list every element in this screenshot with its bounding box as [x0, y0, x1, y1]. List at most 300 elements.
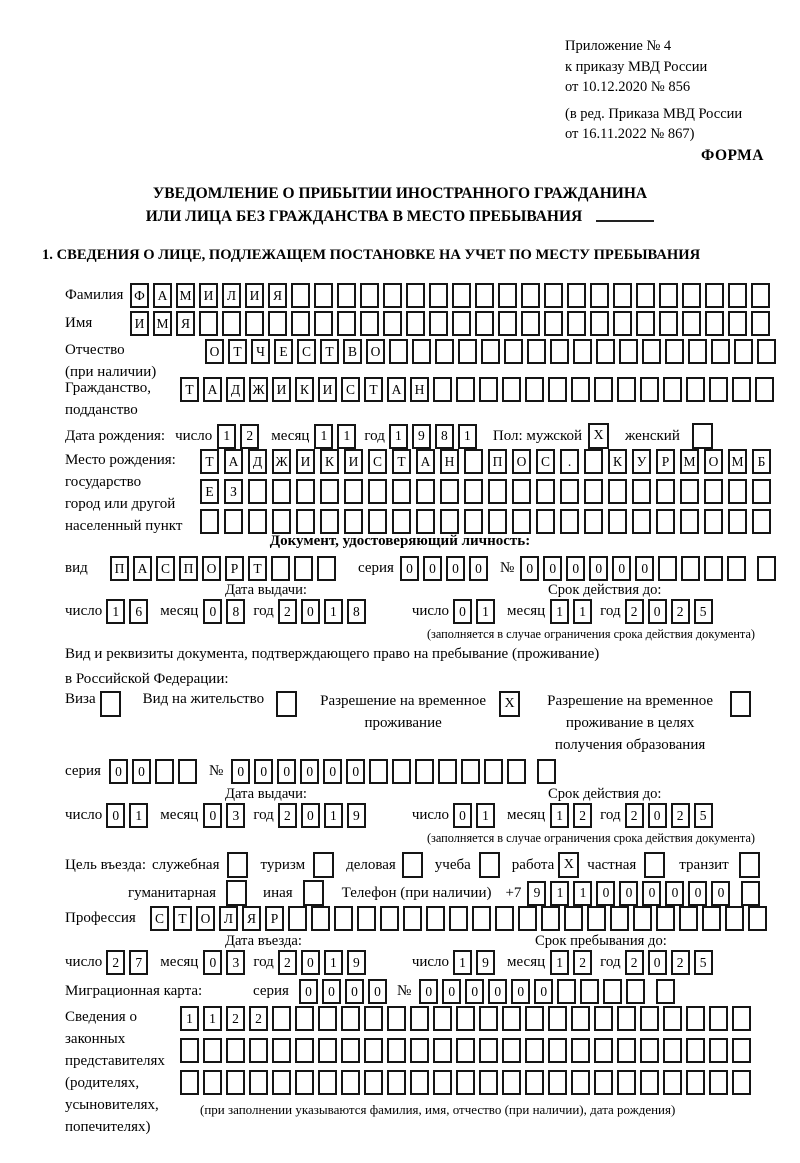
residence-issue-year-cells[interactable]	[278, 803, 370, 828]
char-cell[interactable]: 1	[550, 950, 569, 975]
char-cell[interactable]	[416, 509, 435, 534]
char-cell[interactable]: 9	[412, 424, 431, 449]
char-cell[interactable]	[249, 1038, 268, 1063]
char-cell[interactable]: 7	[129, 950, 148, 975]
char-cell[interactable]	[461, 759, 480, 784]
char-cell[interactable]	[360, 311, 379, 336]
char-cell[interactable]: С	[536, 449, 555, 474]
char-cell[interactable]: С	[150, 906, 169, 931]
char-cell[interactable]	[415, 759, 434, 784]
char-cell[interactable]: М	[153, 311, 172, 336]
char-cell[interactable]: 1	[573, 881, 592, 906]
char-cell[interactable]	[682, 311, 701, 336]
char-cell[interactable]	[318, 1070, 337, 1095]
char-cell[interactable]	[536, 479, 555, 504]
char-cell[interactable]	[752, 509, 771, 534]
char-cell[interactable]: 0	[534, 979, 553, 1004]
char-cell[interactable]	[567, 283, 586, 308]
char-cell[interactable]: Т	[392, 449, 411, 474]
char-cell[interactable]	[548, 1006, 567, 1031]
char-cell[interactable]: 9	[347, 803, 366, 828]
char-cell[interactable]	[608, 509, 627, 534]
edu-permit-checkbox[interactable]	[730, 691, 751, 717]
char-cell[interactable]	[406, 311, 425, 336]
char-cell[interactable]: 1	[458, 424, 477, 449]
char-cell[interactable]: М	[176, 283, 195, 308]
char-cell[interactable]: 2	[249, 1006, 268, 1031]
char-cell[interactable]	[732, 377, 751, 402]
char-cell[interactable]: Я	[268, 283, 287, 308]
char-cell[interactable]	[752, 479, 771, 504]
char-cell[interactable]	[314, 311, 333, 336]
char-cell[interactable]: X	[558, 852, 579, 878]
char-cell[interactable]	[433, 1006, 452, 1031]
char-cell[interactable]	[155, 759, 174, 784]
char-cell[interactable]	[249, 1070, 268, 1095]
patronymic-cells[interactable]	[205, 339, 780, 364]
char-cell[interactable]: 1	[129, 803, 148, 828]
char-cell[interactable]	[481, 339, 500, 364]
residence-valid-month-cells[interactable]	[550, 803, 596, 828]
char-cell[interactable]: 6	[129, 599, 148, 624]
char-cell[interactable]	[449, 906, 468, 931]
char-cell[interactable]: 2	[625, 950, 644, 975]
residence-issue-day-cells[interactable]	[106, 803, 152, 828]
char-cell[interactable]	[537, 759, 556, 784]
char-cell[interactable]	[334, 906, 353, 931]
migration-series-cells[interactable]	[299, 979, 391, 1004]
char-cell[interactable]	[272, 479, 291, 504]
char-cell[interactable]: Р	[225, 556, 244, 581]
char-cell[interactable]	[364, 1038, 383, 1063]
char-cell[interactable]	[271, 556, 290, 581]
char-cell[interactable]	[544, 283, 563, 308]
char-cell[interactable]	[295, 1038, 314, 1063]
char-cell[interactable]	[709, 377, 728, 402]
char-cell[interactable]	[320, 479, 339, 504]
entry-month-cells[interactable]	[203, 950, 249, 975]
char-cell[interactable]	[502, 377, 521, 402]
char-cell[interactable]: .	[560, 449, 579, 474]
char-cell[interactable]: 1	[573, 599, 592, 624]
identity-valid-year-cells[interactable]	[625, 599, 717, 624]
char-cell[interactable]	[295, 1006, 314, 1031]
char-cell[interactable]	[248, 479, 267, 504]
char-cell[interactable]	[498, 283, 517, 308]
char-cell[interactable]	[364, 1070, 383, 1095]
char-cell[interactable]	[456, 1006, 475, 1031]
identity-valid-month-cells[interactable]	[550, 599, 596, 624]
char-cell[interactable]: О	[512, 449, 531, 474]
birth-year-cells[interactable]	[389, 424, 481, 449]
char-cell[interactable]	[488, 509, 507, 534]
citizenship-cells[interactable]	[180, 377, 778, 402]
char-cell[interactable]: 5	[694, 599, 713, 624]
char-cell[interactable]	[632, 509, 651, 534]
stay-day-cells[interactable]	[453, 950, 499, 975]
char-cell[interactable]	[571, 377, 590, 402]
char-cell[interactable]	[702, 906, 721, 931]
char-cell[interactable]: 2	[671, 599, 690, 624]
char-cell[interactable]	[296, 479, 315, 504]
char-cell[interactable]: О	[205, 339, 224, 364]
char-cell[interactable]	[344, 509, 363, 534]
char-cell[interactable]: К	[295, 377, 314, 402]
char-cell[interactable]	[727, 556, 746, 581]
char-cell[interactable]: 2	[671, 803, 690, 828]
temp-permit-checkbox[interactable]	[499, 691, 520, 717]
char-cell[interactable]	[709, 1006, 728, 1031]
char-cell[interactable]: Б	[752, 449, 771, 474]
char-cell[interactable]	[680, 479, 699, 504]
char-cell[interactable]	[296, 509, 315, 534]
char-cell[interactable]: У	[632, 449, 651, 474]
char-cell[interactable]	[587, 906, 606, 931]
char-cell[interactable]: Я	[242, 906, 261, 931]
identity-issue-day-cells[interactable]	[106, 599, 152, 624]
char-cell[interactable]	[479, 1006, 498, 1031]
char-cell[interactable]	[732, 1070, 751, 1095]
char-cell[interactable]: 3	[226, 950, 245, 975]
entry-year-cells[interactable]	[278, 950, 370, 975]
char-cell[interactable]: 2	[671, 950, 690, 975]
char-cell[interactable]: 0	[322, 979, 341, 1004]
char-cell[interactable]	[512, 479, 531, 504]
char-cell[interactable]	[525, 377, 544, 402]
char-cell[interactable]	[416, 479, 435, 504]
char-cell[interactable]: И	[318, 377, 337, 402]
char-cell[interactable]: 2	[106, 950, 125, 975]
char-cell[interactable]: С	[341, 377, 360, 402]
char-cell[interactable]: 5	[694, 950, 713, 975]
char-cell[interactable]	[429, 283, 448, 308]
char-cell[interactable]	[199, 311, 218, 336]
char-cell[interactable]	[728, 509, 747, 534]
char-cell[interactable]: З	[224, 479, 243, 504]
char-cell[interactable]: 0	[442, 979, 461, 1004]
char-cell[interactable]	[311, 906, 330, 931]
char-cell[interactable]	[619, 339, 638, 364]
char-cell[interactable]	[686, 377, 705, 402]
char-cell[interactable]	[704, 479, 723, 504]
char-cell[interactable]: О	[366, 339, 385, 364]
char-cell[interactable]	[557, 979, 576, 1004]
given-name-cells[interactable]	[130, 311, 774, 336]
char-cell[interactable]	[464, 449, 483, 474]
char-cell[interactable]: Д	[248, 449, 267, 474]
char-cell[interactable]	[389, 339, 408, 364]
identity-valid-day-cells[interactable]	[453, 599, 499, 624]
char-cell[interactable]	[203, 1038, 222, 1063]
char-cell[interactable]: О	[704, 449, 723, 474]
char-cell[interactable]: 0	[465, 979, 484, 1004]
visa-checkbox[interactable]	[100, 691, 121, 717]
char-cell[interactable]	[688, 339, 707, 364]
char-cell[interactable]	[603, 979, 622, 1004]
char-cell[interactable]: 1	[476, 803, 495, 828]
char-cell[interactable]	[178, 759, 197, 784]
char-cell[interactable]: 0	[511, 979, 530, 1004]
char-cell[interactable]: 2	[625, 803, 644, 828]
char-cell[interactable]: Н	[410, 377, 429, 402]
char-cell[interactable]	[594, 1006, 613, 1031]
char-cell[interactable]: 2	[278, 950, 297, 975]
char-cell[interactable]	[456, 1070, 475, 1095]
char-cell[interactable]	[751, 283, 770, 308]
char-cell[interactable]	[392, 509, 411, 534]
char-cell[interactable]	[456, 1038, 475, 1063]
char-cell[interactable]	[548, 1038, 567, 1063]
char-cell[interactable]	[433, 1070, 452, 1095]
char-cell[interactable]	[458, 339, 477, 364]
char-cell[interactable]	[180, 1038, 199, 1063]
char-cell[interactable]	[594, 1070, 613, 1095]
char-cell[interactable]	[180, 1070, 199, 1095]
char-cell[interactable]	[433, 377, 452, 402]
char-cell[interactable]	[663, 377, 682, 402]
char-cell[interactable]	[383, 283, 402, 308]
char-cell[interactable]	[704, 556, 723, 581]
char-cell[interactable]: X	[499, 691, 520, 717]
char-cell[interactable]	[656, 979, 675, 1004]
char-cell[interactable]	[564, 906, 583, 931]
residence-number-cells[interactable]	[231, 759, 560, 784]
char-cell[interactable]	[410, 1006, 429, 1031]
char-cell[interactable]	[452, 283, 471, 308]
char-cell[interactable]: Ф	[130, 283, 149, 308]
char-cell[interactable]	[617, 1038, 636, 1063]
char-cell[interactable]	[272, 509, 291, 534]
char-cell[interactable]: 0	[612, 556, 631, 581]
char-cell[interactable]	[268, 311, 287, 336]
char-cell[interactable]	[550, 339, 569, 364]
purpose-private-checkbox[interactable]	[644, 852, 665, 878]
char-cell[interactable]	[426, 906, 445, 931]
char-cell[interactable]: 1	[324, 599, 343, 624]
char-cell[interactable]	[479, 1070, 498, 1095]
char-cell[interactable]: 0	[400, 556, 419, 581]
char-cell[interactable]	[730, 691, 751, 717]
char-cell[interactable]: Т	[200, 449, 219, 474]
char-cell[interactable]: 5	[694, 803, 713, 828]
char-cell[interactable]	[512, 509, 531, 534]
char-cell[interactable]: 0	[665, 881, 684, 906]
char-cell[interactable]: 1	[550, 599, 569, 624]
char-cell[interactable]: 1	[203, 1006, 222, 1031]
char-cell[interactable]: А	[387, 377, 406, 402]
char-cell[interactable]	[475, 283, 494, 308]
char-cell[interactable]: 0	[419, 979, 438, 1004]
char-cell[interactable]	[502, 1070, 521, 1095]
char-cell[interactable]	[640, 1070, 659, 1095]
char-cell[interactable]	[360, 283, 379, 308]
char-cell[interactable]	[429, 311, 448, 336]
identity-series-cells[interactable]	[400, 556, 492, 581]
char-cell[interactable]	[560, 509, 579, 534]
char-cell[interactable]	[272, 1006, 291, 1031]
char-cell[interactable]	[314, 283, 333, 308]
char-cell[interactable]	[380, 906, 399, 931]
char-cell[interactable]: 1	[217, 424, 236, 449]
char-cell[interactable]: 1	[453, 950, 472, 975]
birth-place-cells-row3[interactable]	[200, 509, 776, 534]
char-cell[interactable]	[392, 479, 411, 504]
char-cell[interactable]	[387, 1038, 406, 1063]
char-cell[interactable]	[594, 1038, 613, 1063]
residence-series-cells[interactable]	[109, 759, 201, 784]
char-cell[interactable]	[636, 311, 655, 336]
birth-month-cells[interactable]	[314, 424, 360, 449]
char-cell[interactable]	[227, 852, 248, 878]
char-cell[interactable]: О	[196, 906, 215, 931]
char-cell[interactable]: 0	[642, 881, 661, 906]
char-cell[interactable]	[502, 1038, 521, 1063]
char-cell[interactable]	[291, 311, 310, 336]
char-cell[interactable]	[682, 283, 701, 308]
char-cell[interactable]: Е	[274, 339, 293, 364]
char-cell[interactable]	[521, 283, 540, 308]
char-cell[interactable]	[403, 906, 422, 931]
char-cell[interactable]: 0	[106, 803, 125, 828]
char-cell[interactable]	[680, 509, 699, 534]
char-cell[interactable]	[438, 759, 457, 784]
char-cell[interactable]	[679, 906, 698, 931]
char-cell[interactable]	[613, 311, 632, 336]
char-cell[interactable]	[610, 906, 629, 931]
char-cell[interactable]	[626, 979, 645, 1004]
char-cell[interactable]	[632, 479, 651, 504]
char-cell[interactable]	[594, 377, 613, 402]
char-cell[interactable]: 0	[423, 556, 442, 581]
char-cell[interactable]	[525, 1006, 544, 1031]
char-cell[interactable]	[203, 1070, 222, 1095]
char-cell[interactable]	[406, 283, 425, 308]
char-cell[interactable]	[596, 339, 615, 364]
surname-cells[interactable]	[130, 283, 774, 308]
char-cell[interactable]	[387, 1006, 406, 1031]
char-cell[interactable]: Е	[200, 479, 219, 504]
char-cell[interactable]	[686, 1070, 705, 1095]
char-cell[interactable]	[488, 479, 507, 504]
char-cell[interactable]	[464, 479, 483, 504]
char-cell[interactable]: Ж	[249, 377, 268, 402]
char-cell[interactable]: М	[680, 449, 699, 474]
char-cell[interactable]	[732, 1038, 751, 1063]
char-cell[interactable]	[226, 1038, 245, 1063]
sex-male-checkbox[interactable]	[588, 423, 609, 449]
char-cell[interactable]: 0	[368, 979, 387, 1004]
char-cell[interactable]: 0	[648, 803, 667, 828]
stay-month-cells[interactable]	[550, 950, 596, 975]
char-cell[interactable]: Н	[440, 449, 459, 474]
identity-number-cells[interactable]	[520, 556, 780, 581]
char-cell[interactable]	[590, 283, 609, 308]
char-cell[interactable]	[709, 1038, 728, 1063]
char-cell[interactable]	[369, 759, 388, 784]
char-cell[interactable]	[704, 509, 723, 534]
char-cell[interactable]	[732, 1006, 751, 1031]
char-cell[interactable]	[410, 1070, 429, 1095]
char-cell[interactable]	[502, 1006, 521, 1031]
char-cell[interactable]: 1	[389, 424, 408, 449]
char-cell[interactable]	[584, 509, 603, 534]
char-cell[interactable]	[498, 311, 517, 336]
purpose-other-checkbox[interactable]	[303, 880, 324, 906]
purpose-study-checkbox[interactable]	[479, 852, 500, 878]
char-cell[interactable]	[479, 1038, 498, 1063]
char-cell[interactable]: 1	[550, 803, 569, 828]
char-cell[interactable]	[337, 283, 356, 308]
char-cell[interactable]: И	[199, 283, 218, 308]
char-cell[interactable]: 0	[132, 759, 151, 784]
representatives-cells-row2[interactable]	[180, 1038, 755, 1063]
char-cell[interactable]	[440, 479, 459, 504]
char-cell[interactable]	[525, 1038, 544, 1063]
char-cell[interactable]	[412, 339, 431, 364]
char-cell[interactable]	[341, 1006, 360, 1031]
char-cell[interactable]	[226, 1070, 245, 1095]
char-cell[interactable]: 0	[648, 950, 667, 975]
char-cell[interactable]	[613, 283, 632, 308]
char-cell[interactable]: С	[156, 556, 175, 581]
char-cell[interactable]: 9	[527, 881, 546, 906]
char-cell[interactable]: 2	[240, 424, 259, 449]
char-cell[interactable]	[303, 880, 324, 906]
char-cell[interactable]: 1	[106, 599, 125, 624]
char-cell[interactable]	[590, 311, 609, 336]
char-cell[interactable]: 2	[226, 1006, 245, 1031]
char-cell[interactable]	[440, 509, 459, 534]
char-cell[interactable]	[642, 339, 661, 364]
char-cell[interactable]	[571, 1070, 590, 1095]
char-cell[interactable]: Л	[219, 906, 238, 931]
char-cell[interactable]: Т	[364, 377, 383, 402]
char-cell[interactable]	[663, 1070, 682, 1095]
char-cell[interactable]: С	[368, 449, 387, 474]
char-cell[interactable]	[728, 311, 747, 336]
char-cell[interactable]: Ч	[251, 339, 270, 364]
char-cell[interactable]	[748, 906, 767, 931]
char-cell[interactable]: 1	[314, 424, 333, 449]
char-cell[interactable]	[294, 556, 313, 581]
sex-female-checkbox[interactable]	[692, 423, 713, 449]
char-cell[interactable]: И	[130, 311, 149, 336]
char-cell[interactable]: 2	[278, 803, 297, 828]
char-cell[interactable]	[757, 556, 776, 581]
char-cell[interactable]: 0	[648, 599, 667, 624]
char-cell[interactable]: 2	[278, 599, 297, 624]
purpose-business-checkbox[interactable]	[402, 852, 423, 878]
char-cell[interactable]	[580, 979, 599, 1004]
char-cell[interactable]	[692, 423, 713, 449]
char-cell[interactable]	[663, 1038, 682, 1063]
char-cell[interactable]	[548, 377, 567, 402]
char-cell[interactable]	[751, 311, 770, 336]
char-cell[interactable]	[521, 311, 540, 336]
char-cell[interactable]	[617, 377, 636, 402]
char-cell[interactable]: И	[245, 283, 264, 308]
char-cell[interactable]	[584, 449, 603, 474]
char-cell[interactable]	[560, 479, 579, 504]
char-cell[interactable]: А	[416, 449, 435, 474]
char-cell[interactable]	[435, 339, 454, 364]
char-cell[interactable]: 0	[520, 556, 539, 581]
char-cell[interactable]	[341, 1070, 360, 1095]
char-cell[interactable]	[711, 339, 730, 364]
char-cell[interactable]	[686, 1038, 705, 1063]
birth-place-cells-row2[interactable]	[200, 479, 776, 504]
char-cell[interactable]	[320, 509, 339, 534]
